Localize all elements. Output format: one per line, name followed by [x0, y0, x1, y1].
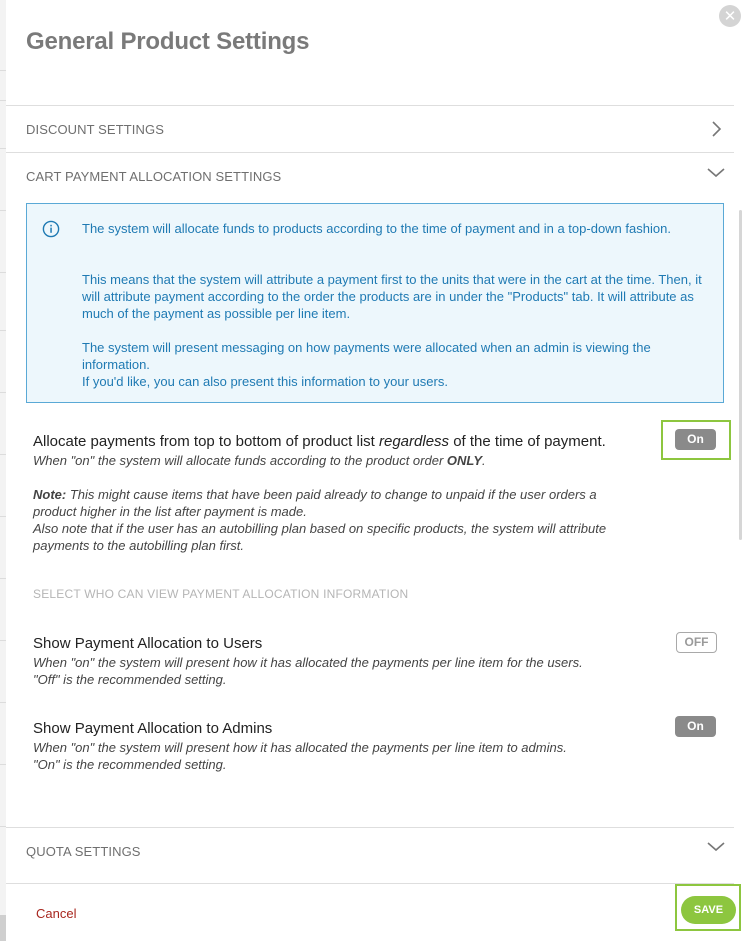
show-allocation-users-title: Show Payment Allocation to Users [33, 635, 263, 652]
chevron-right-icon [706, 118, 728, 140]
info-paragraph: The system will present messaging on how payments were allocated when an admin is viewing the information. [82, 340, 651, 372]
close-icon: ✕ [723, 7, 737, 25]
scrollbar-thumb[interactable] [739, 210, 742, 540]
users-toggle[interactable]: OFF [676, 632, 717, 653]
chevron-down-icon [705, 162, 727, 184]
quota-settings-label: QUOTA SETTINGS [26, 844, 141, 859]
cart-payment-allocation-header[interactable] [6, 153, 734, 195]
show-allocation-admins-recommendation: "On" is the recommended setting. [33, 757, 227, 772]
allocate-note-autobilling: Also note that if the user has an autobilling plan based on specific products, the system will attribute payments to the autobilling plan first. [33, 521, 607, 553]
cancel-link[interactable]: Cancel [36, 906, 77, 921]
info-callout [26, 203, 724, 403]
show-allocation-users-description: When "on" the system will present how it has allocated the payments per line item for the users. [33, 655, 583, 670]
page-title: General Product Settings [26, 28, 310, 55]
viewers-heading: SELECT WHO CAN VIEW PAYMENT ALLOCATION INFORMATION [33, 587, 409, 601]
info-paragraph: This means that the system will attribute a payment first to the units that were in the cart at the time. Then, it will attribute payment according to the order the products are in under the "Products" tab. It will attribute as much of the payment as possible per line item. [82, 272, 702, 321]
chevron-down-icon [705, 836, 727, 858]
quota-settings-header[interactable] [6, 828, 734, 882]
allocate-toggle[interactable]: On [675, 429, 716, 450]
info-paragraph: If you'd like, you can also present this information to your users. [82, 374, 448, 389]
info-icon [42, 220, 60, 238]
show-allocation-users-recommendation: "Off" is the recommended setting. [33, 672, 227, 687]
cart-payment-allocation-label: CART PAYMENT ALLOCATION SETTINGS [26, 169, 282, 184]
discount-settings-label: DISCOUNT SETTINGS [26, 122, 164, 137]
save-button[interactable]: SAVE [681, 896, 736, 924]
show-allocation-admins-title: Show Payment Allocation to Admins [33, 720, 273, 737]
show-allocation-admins-description: When "on" the system will present how it has allocated the payments per line item to admins. [33, 740, 567, 755]
admins-toggle[interactable]: On [675, 716, 716, 737]
discount-settings-header[interactable] [6, 106, 734, 152]
allocate-description: When "on" the system will allocate funds according to the product order ONLY. [33, 453, 486, 468]
allocate-top-to-bottom-title: Allocate payments from top to bottom of product list regardless of the time of payment. [33, 433, 606, 450]
allocate-note: Note: This might cause items that have been paid already to change to unpaid if the user orders a product higher in the list after payment is made. [33, 487, 597, 519]
modal-scrollbar[interactable] [738, 0, 743, 941]
info-paragraph: The system will allocate funds to products according to the time of payment and in a top-down fashion. [82, 221, 671, 236]
divider [6, 883, 734, 884]
close-button[interactable] [719, 5, 741, 27]
